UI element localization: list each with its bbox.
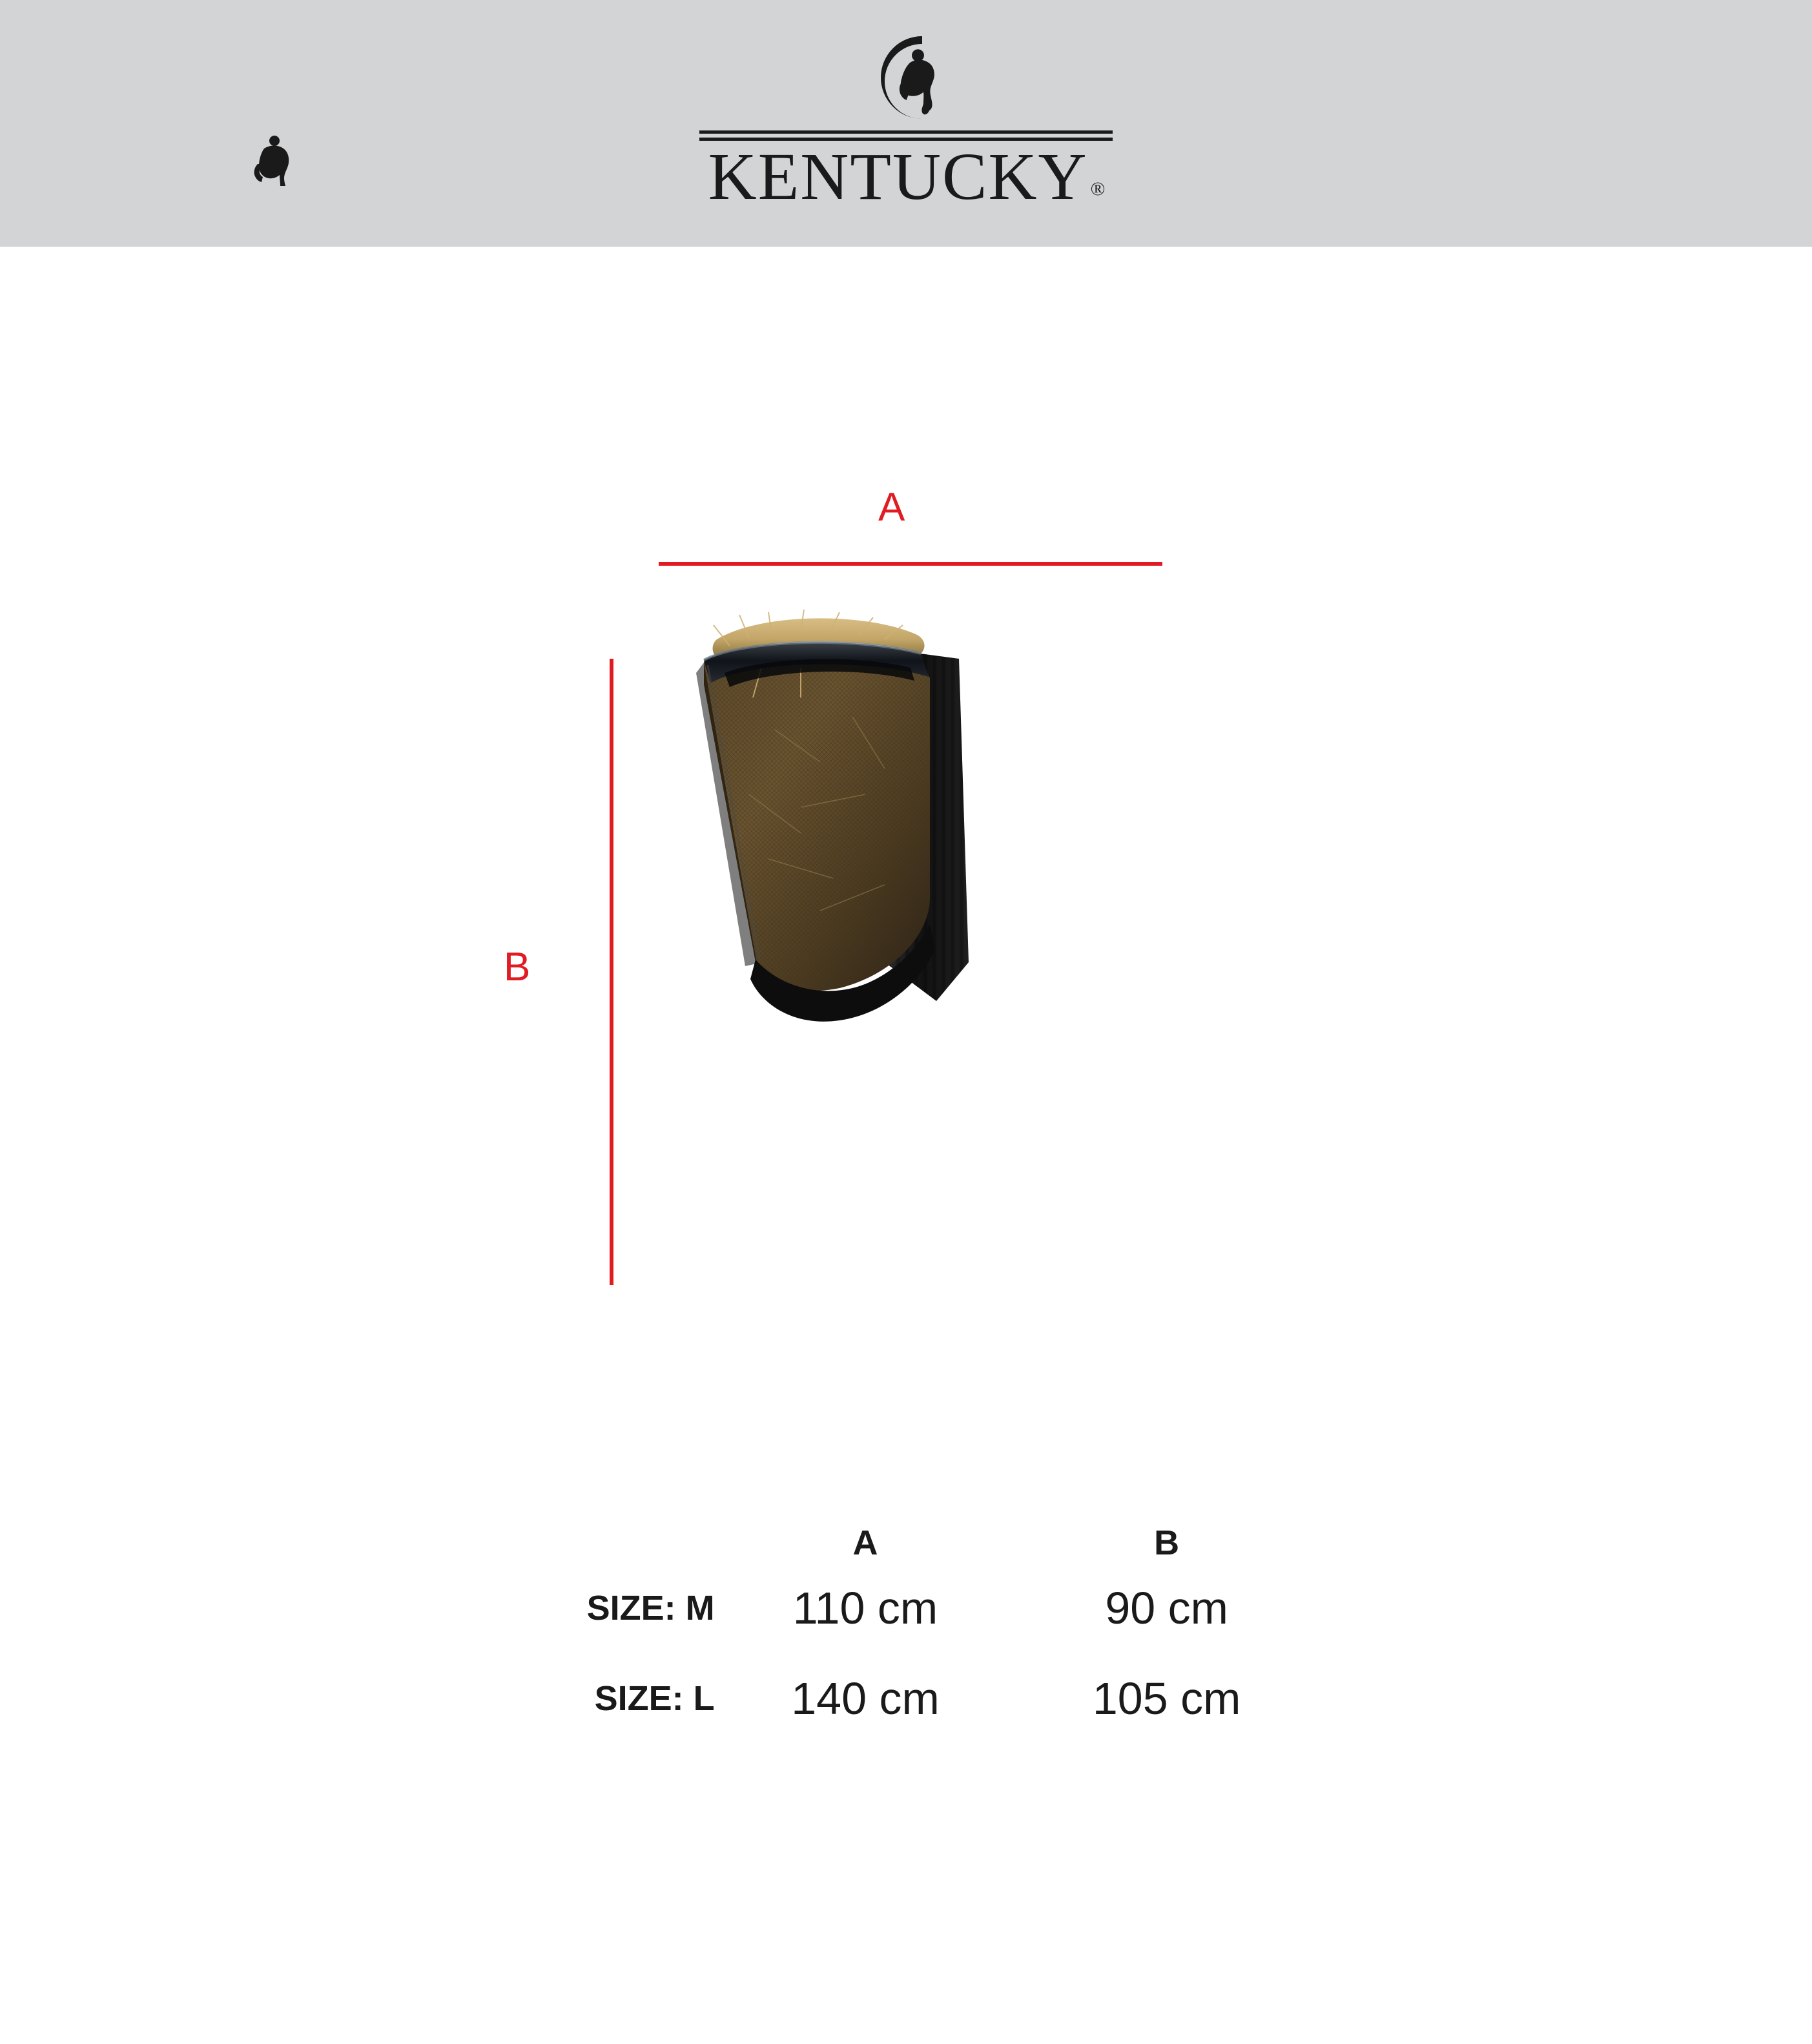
page-header — [0, 0, 1812, 247]
table-header-row — [413, 1485, 1317, 1563]
dimension-a-line — [659, 562, 1162, 566]
size-table — [413, 1485, 1317, 1744]
brand-wordmark-text: KENTUCKY — [708, 139, 1088, 214]
table-row — [413, 1653, 1317, 1744]
size-l-value-b: 105 cm — [1092, 1673, 1241, 1724]
horse-and-rider-icon — [251, 134, 296, 186]
brand-logo — [674, 26, 1138, 220]
product-photo — [607, 601, 1175, 1285]
registered-mark: ® — [1090, 178, 1107, 200]
logo-divider-top — [699, 130, 1113, 134]
table-header-blank — [413, 1485, 715, 1563]
size-label-m: SIZE: M — [586, 1589, 715, 1627]
dimension-a-label: A — [878, 485, 905, 530]
brand-wordmark — [708, 139, 1107, 214]
size-l-value-a: 140 cm — [791, 1673, 940, 1724]
size-m-value-a: 110 cm — [792, 1583, 938, 1633]
table-row — [413, 1563, 1317, 1653]
dimension-b-label: B — [504, 945, 531, 989]
size-m-value-b: 90 cm — [1105, 1583, 1228, 1633]
size-label-l: SIZE: L — [594, 1679, 715, 1718]
table-header-a: A — [852, 1523, 878, 1562]
kentucky-emblem-icon — [845, 26, 967, 129]
table-header-b: B — [1154, 1523, 1180, 1562]
